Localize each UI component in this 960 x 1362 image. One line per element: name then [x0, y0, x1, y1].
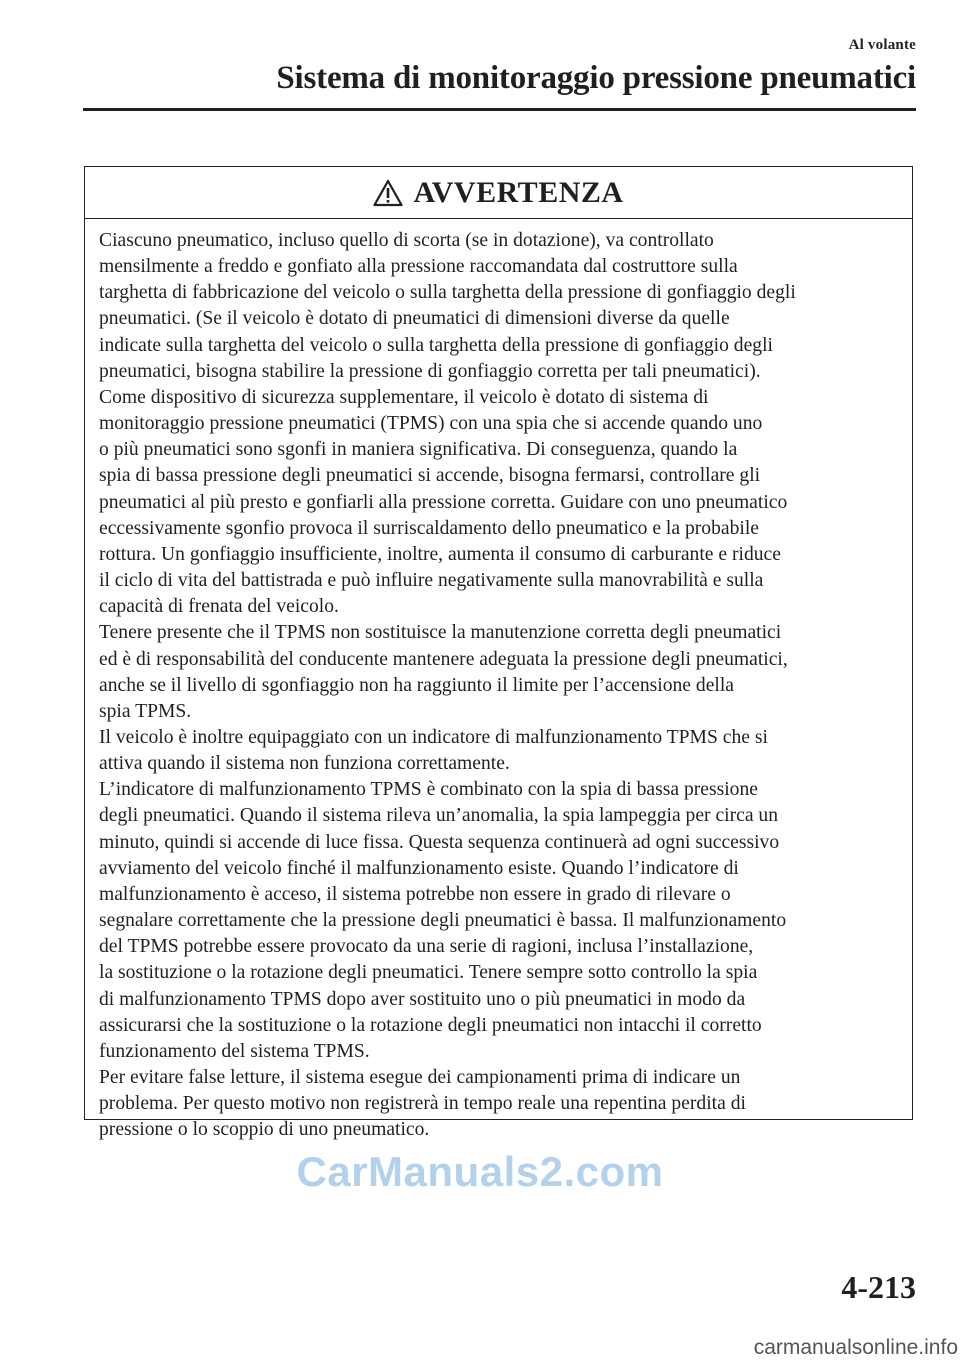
warning-text-line: malfunzionamento è acceso, il sistema potrebbe non essere in grado di rilevare o	[99, 883, 731, 905]
page-number: 4-213	[841, 1269, 916, 1305]
warning-text-line: eccessivamente sgonfio provoca il surriscaldamento dello pneumatico e la probabile	[99, 517, 759, 539]
warning-text-line: monitoraggio pressione pneumatici (TPMS) con una spia che si accende quando uno	[99, 413, 763, 435]
warning-text-line: spia TPMS.	[99, 700, 192, 722]
page-title: Sistema di monitoraggio pressione pneumatici	[276, 60, 916, 96]
warning-box	[84, 166, 913, 1141]
warning-body	[85, 219, 912, 1143]
warning-text-line: L’indicatore di malfunzionamento TPMS è combinato con la spia di bassa pressione	[99, 779, 758, 801]
warning-text-line: avviamento del veicolo finché il malfunzionamento esiste. Quando l’indicatore di	[99, 857, 739, 879]
warning-text-line: funzionamento del sistema TPMS.	[99, 1040, 370, 1062]
warning-text-line: o più pneumatici sono sgonfi in maniera significativa. Di conseguenza, quando la	[99, 439, 738, 461]
warning-text-line: pneumatici. (Se il veicolo è dotato di pneumatici di dimensioni diverse da quelle	[99, 308, 730, 330]
warning-text-line: anche se il livello di sgonfiaggio non ha raggiunto il limite per l’accensione della	[99, 674, 734, 696]
warning-text-line: Come dispositivo di sicurezza supplementare, il veicolo è dotato di sistema di	[99, 386, 709, 408]
warning-text-line: segnalare correttamente che la pressione degli pneumatici è bassa. Il malfunzionamento	[99, 910, 787, 932]
warning-title: AVVERTENZA	[413, 175, 624, 209]
warning-text-line: degli pneumatici. Quando il sistema rileva un’anomalia, la spia lampeggia per circa un	[99, 805, 779, 827]
warning-text-line: ed è di responsabilità del conducente mantenere adeguata la pressione degli pneumatici,	[99, 648, 788, 670]
warning-text-line: spia di bassa pressione degli pneumatici si accende, bisogna fermarsi, controllare gli	[99, 465, 761, 487]
warning-text-line: Tenere presente che il TPMS non sostituisce la manutenzione corretta degli pneumatici	[99, 622, 782, 644]
warning-text-line: assicurarsi che la sostituzione o la rotazione degli pneumatici non intacchi il corretto	[99, 1014, 762, 1036]
warning-text-line: Il veicolo è inoltre equipaggiato con un indicatore di malfunzionamento TPMS che si	[99, 726, 768, 748]
warning-text-line: pneumatici, bisogna stabilire la pressione di gonfiaggio corretta per tali pneumatici).	[99, 360, 761, 382]
warning-text-line: del TPMS potrebbe essere provocato da una serie di ragioni, inclusa l’installazione,	[99, 936, 754, 958]
warning-header	[85, 167, 912, 219]
warning-text-line: attiva quando il sistema non funziona correttamente.	[99, 753, 510, 775]
warning-text-line: pressione o lo scoppio di uno pneumatico.	[99, 1119, 430, 1141]
warning-text-line: pneumatici al più presto e gonfiarli alla pressione corretta. Guidare con uno pneumatico	[99, 491, 788, 513]
warning-text-line: rottura. Un gonfiaggio insufficiente, inoltre, aumenta il consumo di carburante e riduce	[99, 543, 781, 565]
warning-text-line: di malfunzionamento TPMS dopo aver sostituito uno o più pneumatici in modo da	[99, 988, 746, 1010]
warning-text-line: indicate sulla targhetta del veicolo o sulla targhetta della pressione di gonfiaggio degli	[99, 334, 773, 356]
warning-text-line: mensilmente a freddo e gonfiato alla pressione raccomandata dal costruttore sulla	[99, 256, 738, 278]
warning-text-line: targhetta di fabbricazione del veicolo o sulla targhetta della pressione di gonfiaggio degli	[99, 282, 796, 304]
watermark-logo: CarManuals2.com	[296, 1148, 664, 1195]
footer-site-link[interactable]: carmanualsonline.info	[753, 1336, 958, 1359]
warning-text-line: la sostituzione o la rotazione degli pneumatici. Tenere sempre sotto controllo la spia	[99, 962, 758, 984]
section-label: Al volante	[848, 37, 916, 53]
header-rule	[83, 108, 916, 111]
warning-triangle-icon	[373, 179, 403, 207]
warning-text-line: il ciclo di vita del battistrada e può influire negativamente sulla manovrabilità e sulla	[99, 570, 764, 592]
warning-text-line: capacità di frenata del veicolo.	[99, 596, 339, 618]
warning-text-line: minuto, quindi si accende di luce fissa. Questa sequenza continuerà ad ogni successivo	[99, 831, 780, 853]
warning-text-line: problema. Per questo motivo non registrerà in tempo reale una repentina perdita di	[99, 1093, 746, 1115]
warning-text-line: Per evitare false letture, il sistema esegue dei campionamenti prima di indicare un	[99, 1067, 741, 1088]
warning-text-line: Ciascuno pneumatico, incluso quello di scorta (se in dotazione), va controllato	[99, 230, 714, 251]
